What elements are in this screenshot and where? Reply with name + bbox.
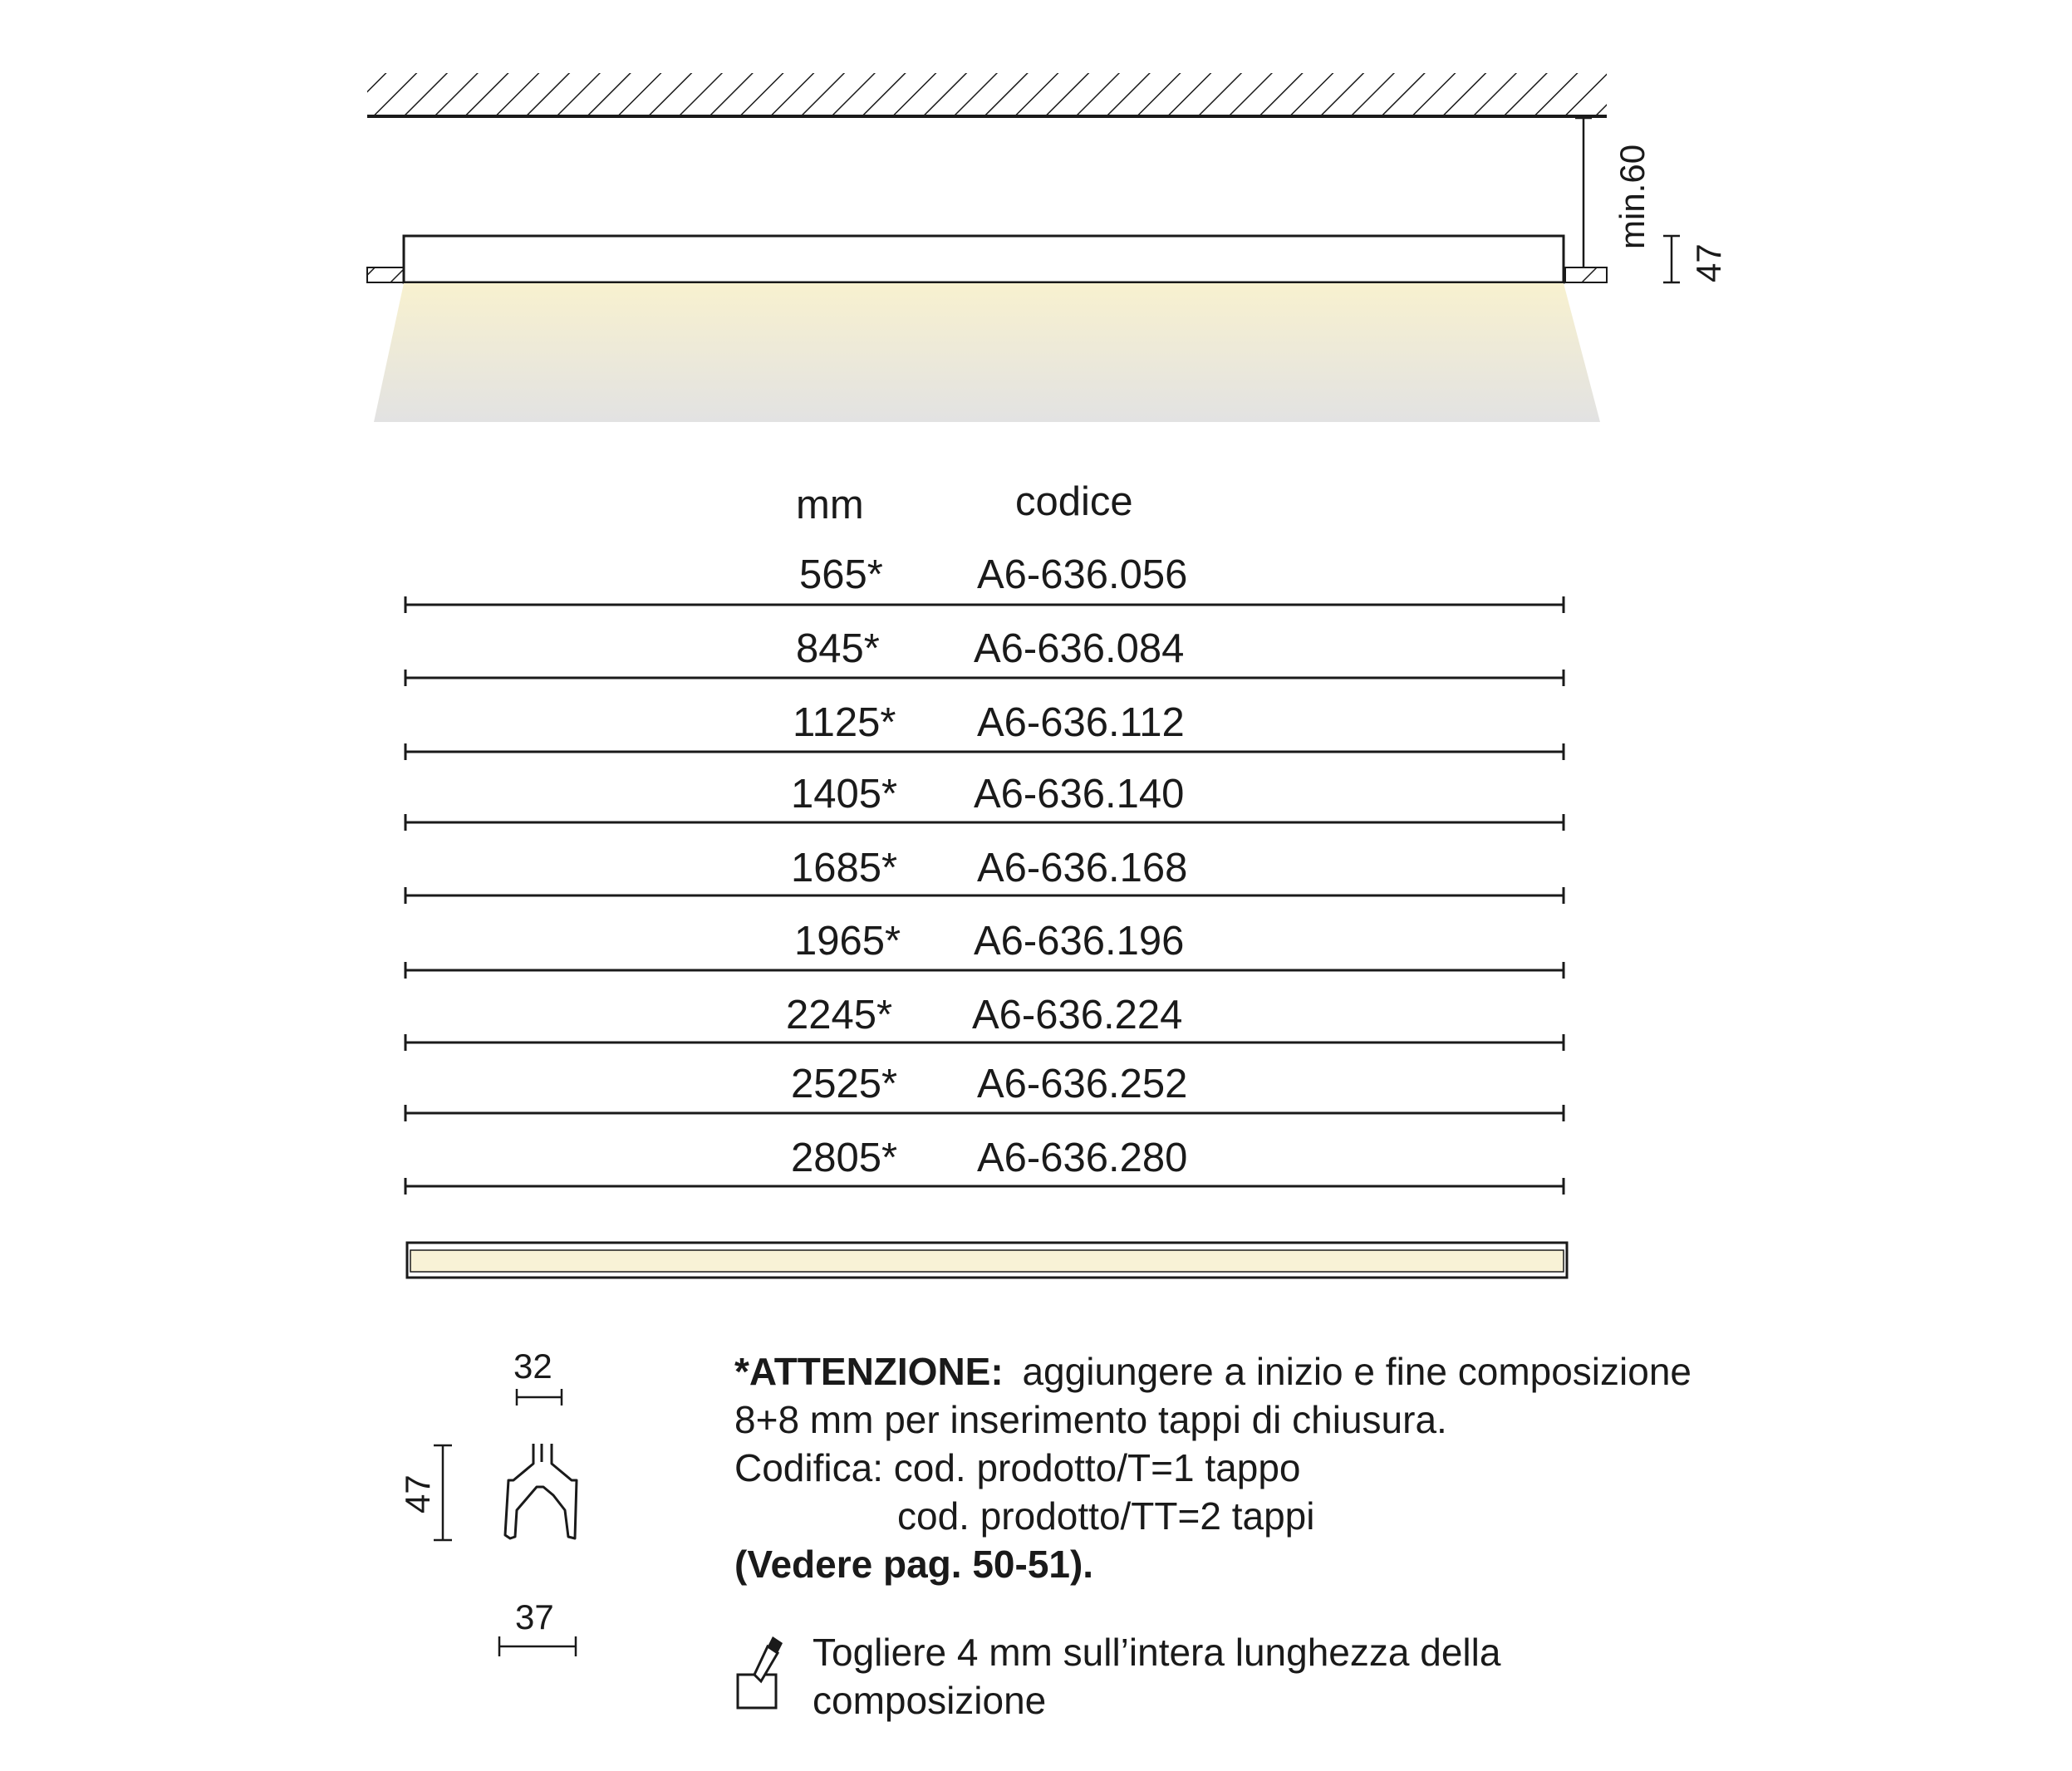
dimension-line: [405, 596, 1564, 613]
min-distance-dimension: [1575, 118, 1592, 267]
note-line-5: (Vedere pag. 50-51).: [734, 1543, 1094, 1586]
cut-note-line-2: composizione: [813, 1679, 1047, 1722]
row-mm: 1125*: [793, 700, 896, 745]
row-code: A6-636.084: [974, 626, 1185, 671]
dimension-line: [405, 814, 1564, 831]
note-text: aggiungere a inizio e fine composizione: [1022, 1350, 1691, 1393]
dimension-line: [405, 962, 1564, 979]
profile-bottom-width-label: 37: [515, 1597, 554, 1636]
note-warning-label: *ATTENZIONE:: [734, 1350, 1004, 1393]
dimension-line: [405, 1178, 1564, 1195]
dimension-line: [405, 743, 1564, 760]
column-header-code: codice: [1015, 479, 1133, 524]
row-code: A6-636.140: [974, 772, 1185, 817]
row-mm: 565*: [799, 552, 883, 597]
row-mm: 2525*: [791, 1062, 898, 1106]
profile-cross-section: [434, 1389, 577, 1656]
fixture-bottom-view: [407, 1243, 1567, 1278]
row-code: A6-636.056: [977, 552, 1188, 597]
row-mm: 2245*: [786, 993, 893, 1038]
min-distance-label: min.60: [1613, 144, 1652, 249]
note-line-1: [734, 1352, 1691, 1391]
row-mm: 1405*: [791, 772, 898, 817]
row-code: A6-636.252: [977, 1062, 1188, 1106]
profile-height-label: 47: [398, 1474, 437, 1513]
ceiling: [367, 73, 1607, 116]
cut-note-line-1: Togliere 4 mm sull’intera lunghezza della: [813, 1631, 1501, 1674]
note-line-4: cod. prodotto/TT=2 tappi: [897, 1494, 1315, 1538]
row-code: A6-636.168: [977, 846, 1188, 890]
fixture-side-view: [367, 236, 1607, 422]
row-mm: 1965*: [794, 919, 901, 964]
row-mm: 845*: [796, 626, 880, 671]
row-mm: 2805*: [791, 1136, 898, 1180]
height-dimension: [1663, 236, 1680, 282]
row-code: A6-636.196: [974, 919, 1185, 964]
side-height-label: 47: [1689, 243, 1728, 282]
row-mm: 1685*: [791, 846, 898, 890]
row-code: A6-636.280: [977, 1136, 1188, 1180]
note-line-2: 8+8 mm per inserimento tappi di chiusura.: [734, 1398, 1447, 1441]
row-code: A6-636.224: [972, 993, 1183, 1038]
profile-top-width-label: 32: [513, 1347, 552, 1386]
light-beam: [374, 283, 1600, 422]
cut-icon: [738, 1636, 783, 1708]
note-line-3: Codifica: cod. prodotto/T=1 tappo: [734, 1446, 1301, 1489]
dimension-line: [405, 670, 1564, 686]
row-code: A6-636.112: [977, 700, 1185, 745]
dimension-line: [405, 1105, 1564, 1121]
column-header-mm: mm: [796, 483, 864, 527]
